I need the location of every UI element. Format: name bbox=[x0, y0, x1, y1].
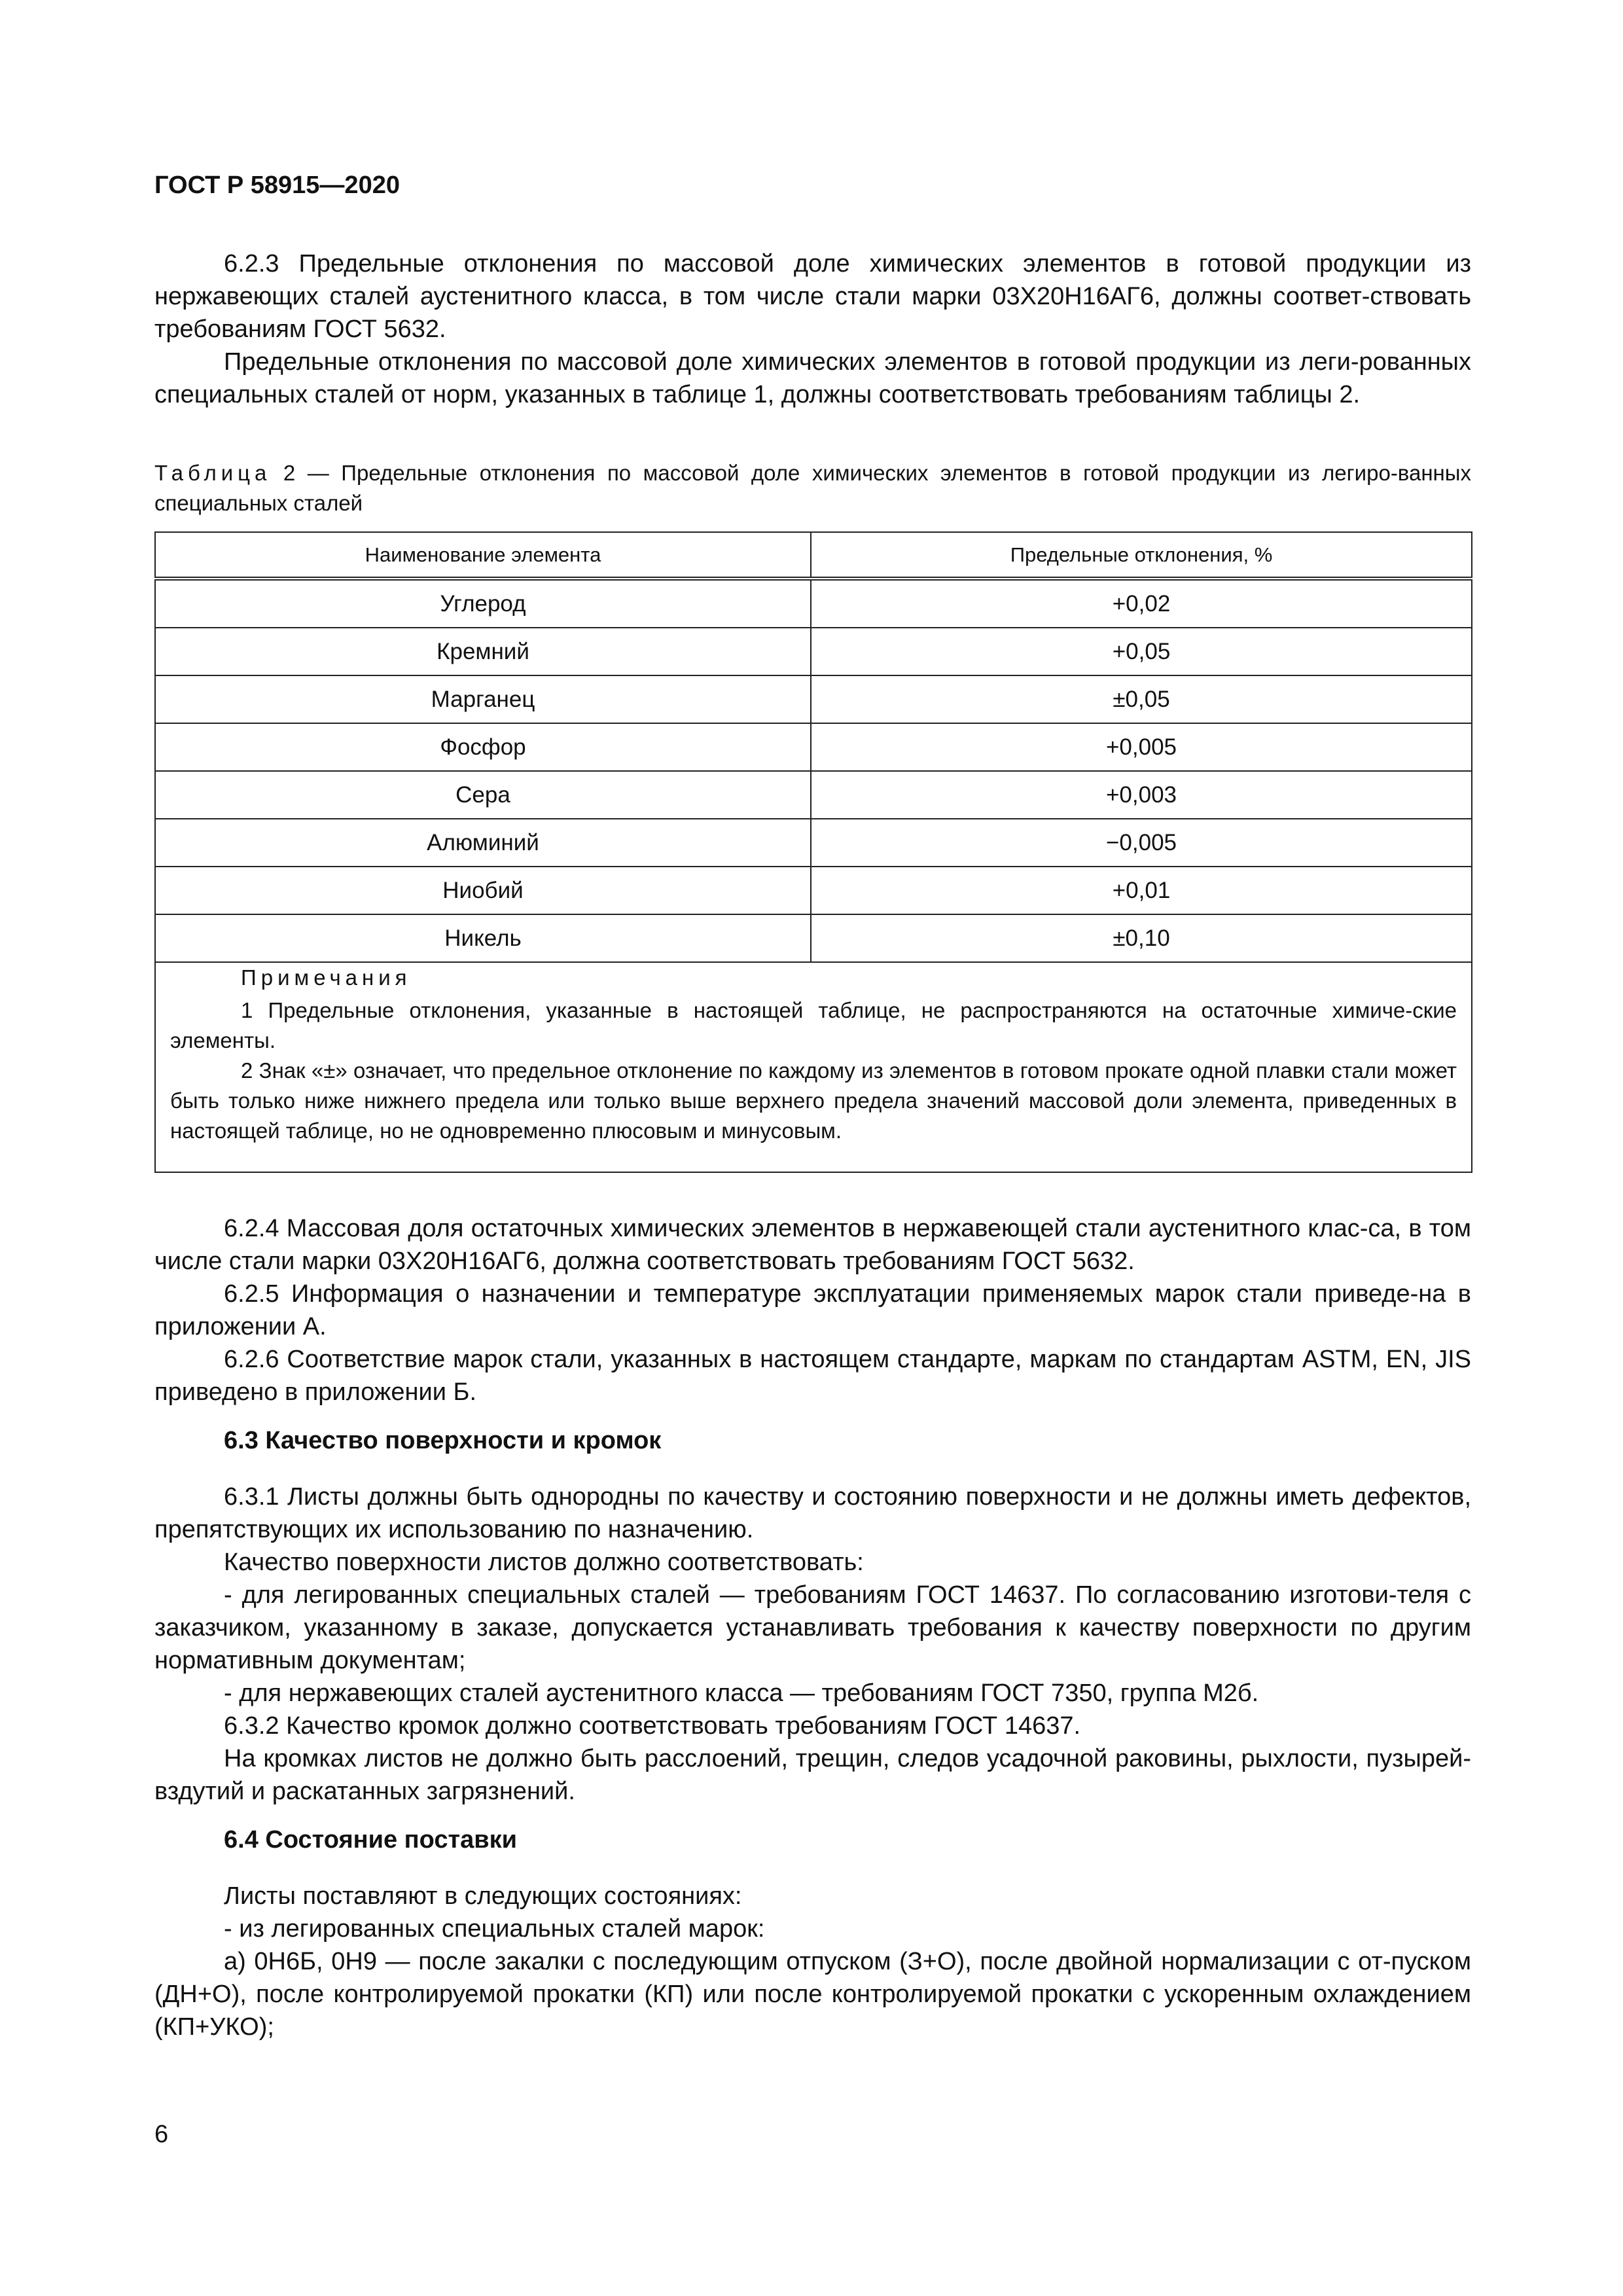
deviation-cell: ±0,10 bbox=[811, 914, 1472, 962]
table-row bbox=[155, 675, 1472, 723]
table-notes-row bbox=[155, 962, 1472, 1172]
paragraph-edge-defects: На кромках листов не должно быть расслоений, трещин, следов усадочной раковины, рыхлости, пузырей-вздутий и раскатанных загрязнений. bbox=[154, 1745, 1471, 1805]
table-caption bbox=[154, 458, 1471, 518]
table-caption-text: 2 — Предельные отклонения по массовой доле химических элементов в готовой продукции из легиро-ванных специальных сталей bbox=[154, 461, 1471, 515]
deviation-cell: +0,003 bbox=[811, 771, 1472, 819]
element-cell: Кремний bbox=[155, 628, 811, 675]
table-row bbox=[155, 579, 1472, 628]
paragraph-delivery-intro: Листы поставляют в следующих состояниях: bbox=[224, 1882, 742, 1910]
deviation-table bbox=[154, 531, 1472, 1173]
section-6-4-heading: 6.4 Состояние поставки bbox=[224, 1826, 517, 1854]
paragraph-6-2-6: 6.2.6 Соответствие марок стали, указанных в настоящем стандарте, маркам по стандартам ASTM, EN, JIS приведено в приложении Б. bbox=[154, 1346, 1471, 1406]
element-cell: Ниобий bbox=[155, 867, 811, 914]
table-row bbox=[155, 628, 1472, 675]
notes-title: Примечания bbox=[241, 965, 412, 990]
element-cell: Марганец bbox=[155, 675, 811, 723]
column-header-deviation: Предельные отклонения, % bbox=[811, 532, 1472, 579]
list-item-alloy-steel: - для легированных специальных сталей — требованиям ГОСТ 14637. По согласованию изготови-теля с заказчиком, указанному в заказе, допускается устанавливать требования к качеству поверхности по другим нормативным документам; bbox=[154, 1581, 1471, 1674]
table-notes bbox=[155, 962, 1472, 1172]
deviation-cell: +0,02 bbox=[811, 579, 1472, 628]
deviation-cell: +0,01 bbox=[811, 867, 1472, 914]
element-cell: Алюминий bbox=[155, 819, 811, 867]
paragraph-6-2-5: 6.2.5 Информация о назначении и температуре эксплуатации применяемых марок стали приведе-на в приложении А. bbox=[154, 1280, 1471, 1340]
table-row bbox=[155, 867, 1472, 914]
paragraph-6-2-4: 6.2.4 Массовая доля остаточных химических элементов в нержавеющей стали аустенитного клас-са, в том числе стали марки 03Х20Н16АГ6, должна соответствовать требованиям ГОСТ 5632. bbox=[154, 1215, 1471, 1275]
table-row bbox=[155, 819, 1472, 867]
element-cell: Никель bbox=[155, 914, 811, 962]
element-cell: Углерод bbox=[155, 579, 811, 628]
table-row bbox=[155, 771, 1472, 819]
element-cell: Сера bbox=[155, 771, 811, 819]
paragraph-quality-intro: Качество поверхности листов должно соответствовать: bbox=[224, 1549, 864, 1576]
paragraph-6-3-2: 6.3.2 Качество кромок должно соответствовать требованиям ГОСТ 14637. bbox=[224, 1712, 1081, 1740]
paragraph-6-2-3: 6.2.3 Предельные отклонения по массовой доле химических элементов в готовой продукции из нержавеющих сталей аустенитного класса, в том числе стали марки 03Х20Н16АГ6, должны соответ-ствовать требованиям ГОСТ 5632. bbox=[154, 250, 1471, 343]
table-row bbox=[155, 723, 1472, 771]
table-row bbox=[155, 914, 1472, 962]
note-1: 1 Предельные отклонения, указанные в настоящей таблице, не распространяются на остаточные химиче-ские элементы. bbox=[170, 998, 1457, 1052]
element-cell: Фосфор bbox=[155, 723, 811, 771]
deviation-cell: ±0,05 bbox=[811, 675, 1472, 723]
deviation-cell: +0,005 bbox=[811, 723, 1472, 771]
paragraph-6-3-1: 6.3.1 Листы должны быть однородны по качеству и состоянию поверхности и не должны иметь дефектов, препятствующих их использованию по назначению. bbox=[154, 1483, 1471, 1543]
deviation-cell: −0,005 bbox=[811, 819, 1472, 867]
list-item-alloy-grades: - из легированных специальных сталей марок: bbox=[224, 1915, 765, 1943]
deviation-cell: +0,05 bbox=[811, 628, 1472, 675]
list-item-stainless-steel: - для нержавеющих сталей аустенитного класса — требованиям ГОСТ 7350, группа М2б. bbox=[224, 1679, 1259, 1707]
page-number: 6 bbox=[154, 2121, 169, 2148]
column-header-element: Наименование элемента bbox=[155, 532, 811, 579]
table-caption-label: Таблица bbox=[154, 461, 272, 485]
note-2: 2 Знак «±» означает, что предельное отклонение по каждому из элементов в готовом прокате одной плавки стали может быть только ниже нижнего предела или только выше верхнего предела значений массовой доли элемента, приведенных в настоящей таблице, но не одновременно плюсовым и минусовым. bbox=[170, 1058, 1457, 1143]
paragraph-table2-ref: Предельные отклонения по массовой доле химических элементов в готовой продукции из леги-рованных специальных сталей от норм, указанных в таблице 1, должны соответствовать требованиям таблицы 2. bbox=[154, 348, 1471, 408]
list-item-a: а) 0Н6Б, 0Н9 — после закалки с последующим отпуском (З+О), после двойной нормализации с от-пуском (ДН+О), после контролируемой прокатки (КП) или после контролируемой прокатки с ускоренным охлаждением (КП+УКО); bbox=[154, 1948, 1471, 2041]
section-6-3-heading: 6.3 Качество поверхности и кромок bbox=[224, 1427, 662, 1454]
standard-header: ГОСТ Р 58915—2020 bbox=[154, 171, 400, 199]
